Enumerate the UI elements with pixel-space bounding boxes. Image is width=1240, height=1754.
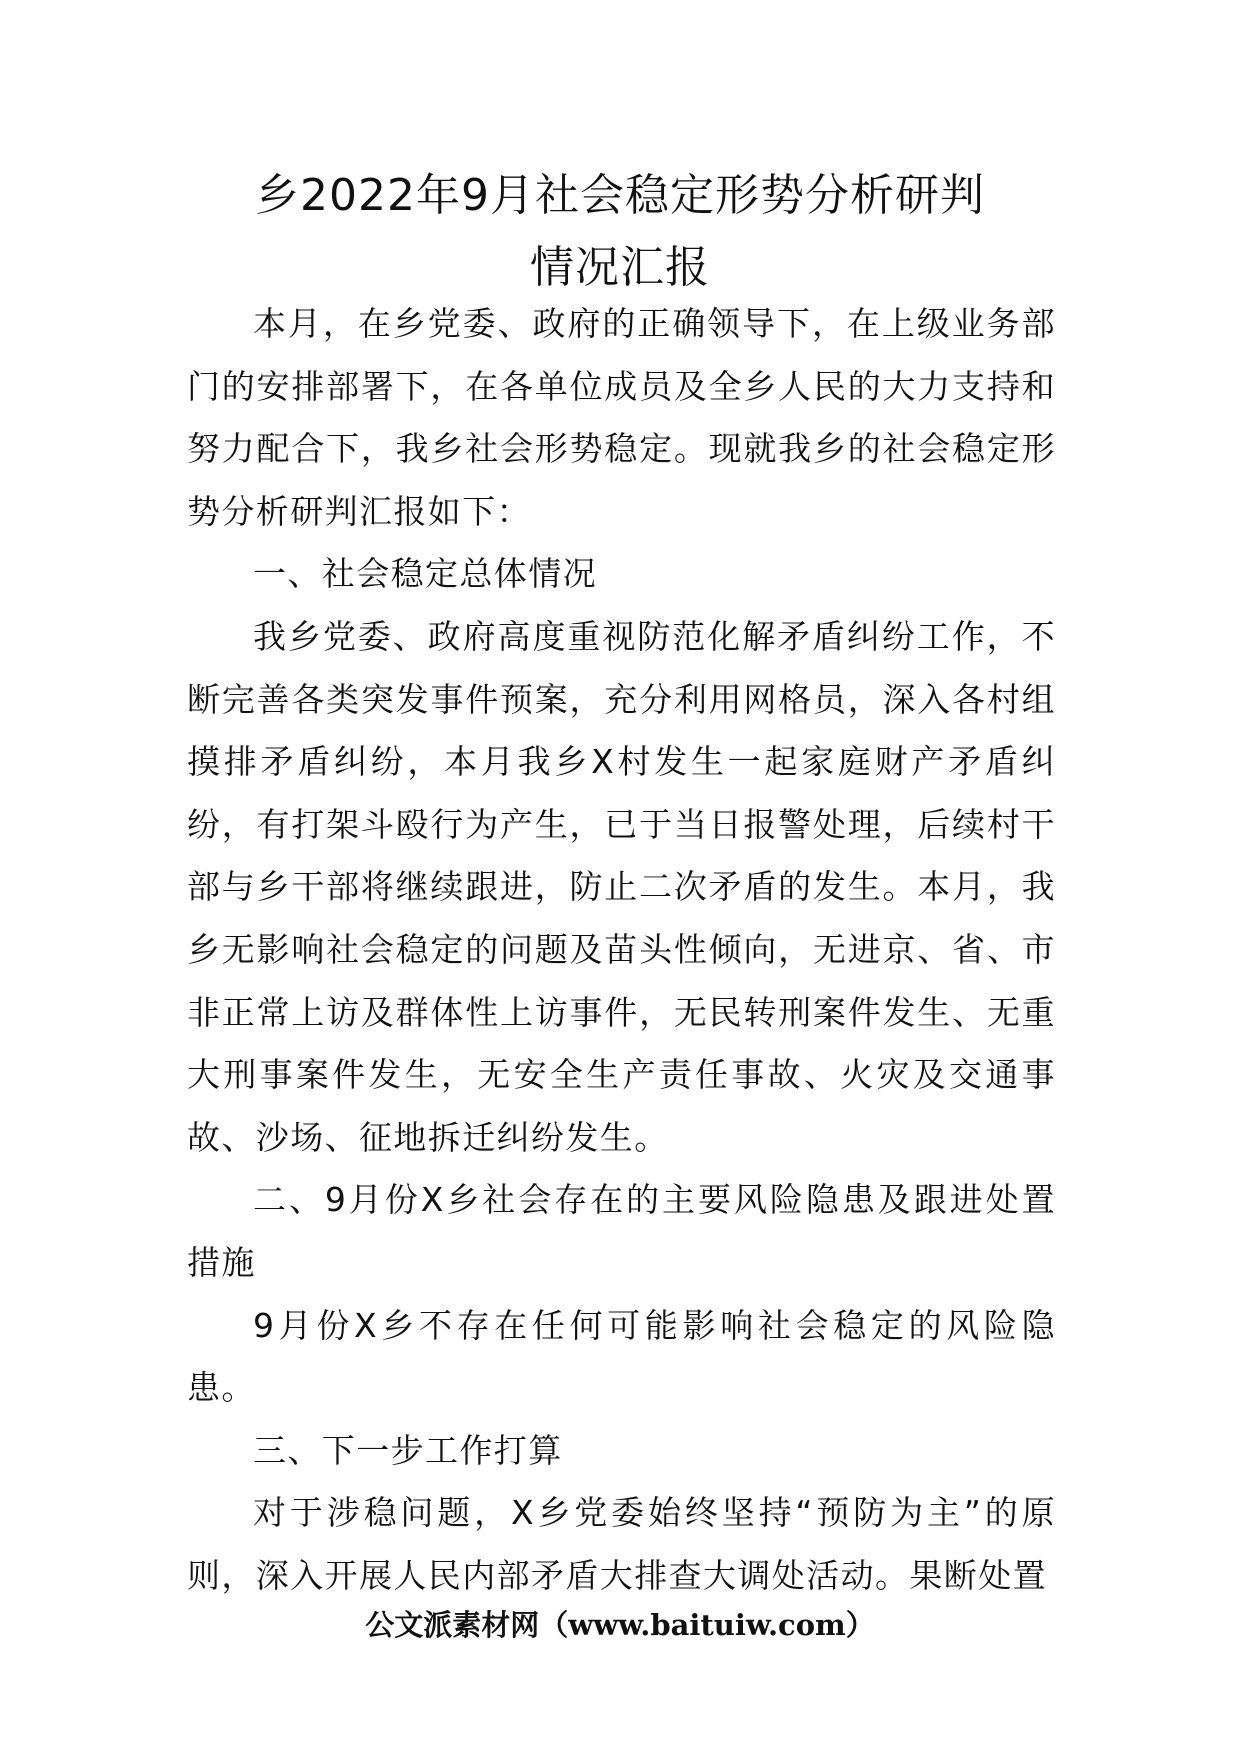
section-heading-1: 一、社会稳定总体情况 — [253, 554, 597, 594]
section-2-paragraph: 9月份X乡不存在任何可能影响社会稳定的风险隐患。 — [187, 1305, 1056, 1408]
title-line-1: 乡2022年9月社会稳定形势分析研判 — [255, 170, 985, 221]
title-line-2: 情况汇报 — [530, 242, 710, 293]
section-3-paragraph: 对于涉稳问题，X乡党委始终坚持“预防为主”的原则，深入开展人民内部矛盾大排查大调处活动。果断处置 — [187, 1493, 1056, 1595]
section-heading-2: 二、9月份X乡社会存在的主要风险隐患及跟进处置措施 — [187, 1180, 1056, 1282]
intro-paragraph: 本月，在乡党委、政府的正确领导下，在上级业务部门的安排部署下，在各单位成员及全乡人民的大力支持和努力配合下，我乡社会形势稳定。现就我乡的社会稳定形势分析研判汇报如下： — [187, 304, 1056, 531]
document-title — [160, 160, 1080, 304]
section-heading-3: 三、下一步工作打算 — [253, 1430, 563, 1470]
document-body — [187, 293, 1056, 1607]
footer-watermark: 公文派素材网（www.baituiw.com） — [365, 1608, 875, 1642]
section-1-paragraph: 我乡党委、政府高度重视防范化解矛盾纠纷工作，不断完善各类突发事件预案，充分利用网格员，深入各村组摸排矛盾纠纷，本月我乡X村发生一起家庭财产矛盾纠纷，有打架斗殴行为产生，已于当日报警处理，后续村干部与乡干部将继续跟进，防止二次矛盾的发生。本月，我乡无影响社会稳定的问题及苗头性倾向，无进京、省、市非正常上访及群体性上访事件，无民转刑案件发生、无重大刑事案件发生，无安全生产责任事故、火灾及交通事故、沙场、征地拆迁纠纷发生。 — [187, 616, 1056, 1157]
